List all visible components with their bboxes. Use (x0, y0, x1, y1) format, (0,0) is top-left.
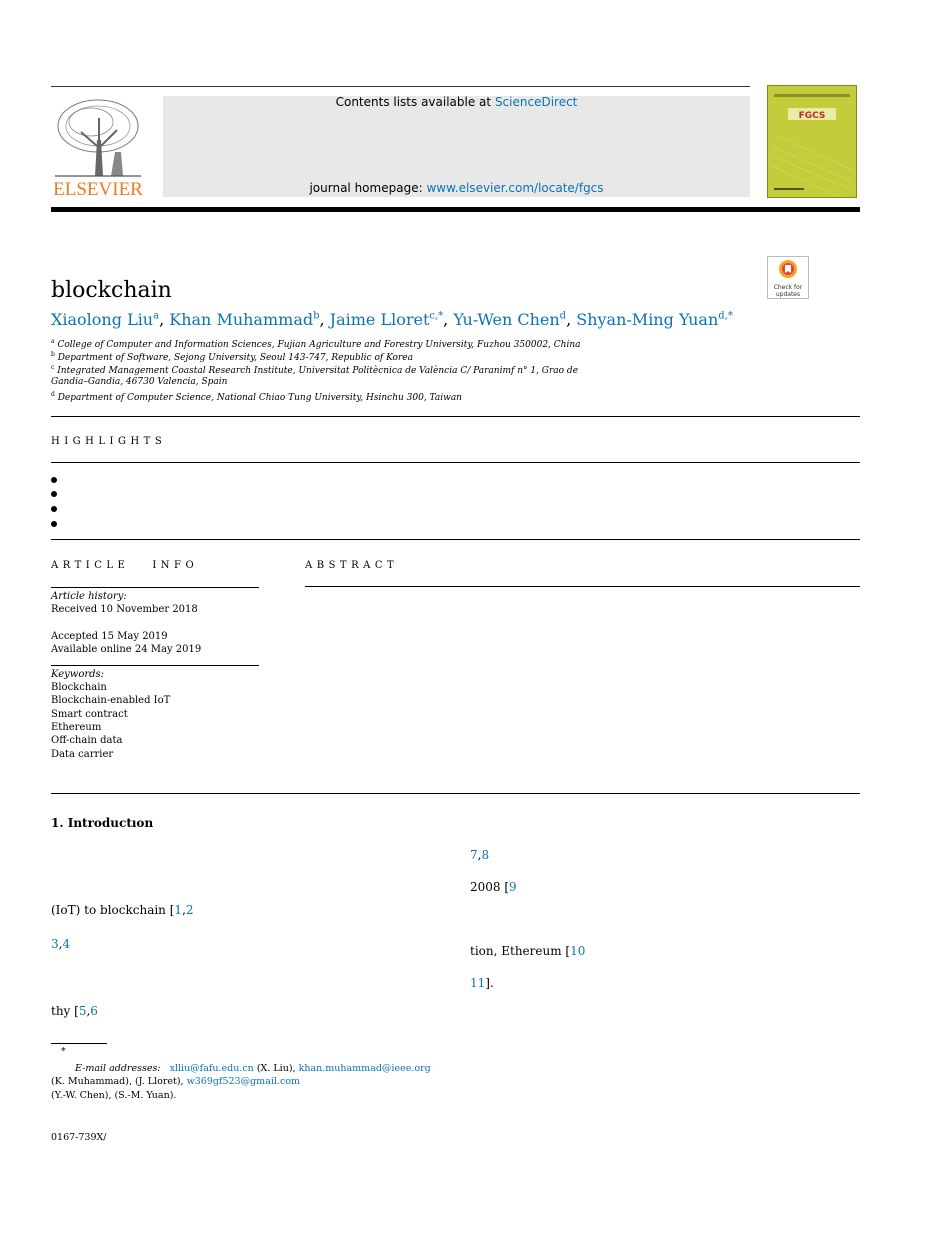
article-title: blockchain (51, 278, 172, 303)
email-link[interactable]: khan.muhammad@ieee.org (298, 1063, 431, 1074)
text-fragment: 2008 [ (470, 880, 510, 894)
intro-text-line: 3,4 (51, 937, 71, 951)
accepted-date: Accepted 15 May 2019 (51, 631, 168, 642)
divider (305, 586, 860, 587)
email-link[interactable]: w369gf523@gmail.com (186, 1076, 301, 1087)
email-link[interactable]: xlliu@fafu.edu.cn (169, 1063, 254, 1074)
affiliation (51, 377, 227, 387)
affiliation-mark: c (51, 364, 55, 371)
cover-art (768, 86, 856, 197)
footnote-line: (Y.-W. Chen), (S.-M. Yuan). (51, 1090, 177, 1101)
received-date: Received 10 November 2018 (51, 604, 198, 615)
divider (51, 793, 860, 794)
author-affiliation-mark[interactable]: d,* (718, 310, 733, 322)
affiliation (51, 338, 581, 350)
divider (51, 665, 259, 666)
intro-text-line: (IoT) to blockchain [1,2 (51, 903, 194, 917)
affiliation-text: Gandia–Gandia, 46730 Valencia, Spain (51, 377, 228, 387)
introduction-heading: 1. Introductıon (51, 816, 154, 830)
affiliation-text: Department of Computer Science, National Chiao Tung University, Hsinchu 300, Taiwan (57, 393, 462, 403)
publisher-wordmark: ELSEVIER (53, 179, 143, 200)
affiliation-text: College of Computer and Information Sciences, Fujian Agriculture and Forestry University, Fuzhou 350002, China (57, 340, 581, 350)
keyword: Smart contract (51, 709, 128, 720)
keyword: Data carrier (51, 749, 114, 760)
citation-link[interactable]: 2 (185, 903, 194, 917)
footnote-line (51, 1076, 300, 1087)
author-affiliation-mark[interactable]: d (559, 310, 567, 322)
keyword: Ethereum (51, 722, 102, 733)
affiliation-text: Department of Software, Sejong University, Seoul 143-747, Republic of Korea (57, 353, 413, 363)
intro-text-line (470, 976, 494, 990)
author-affiliation-mark[interactable]: a (153, 310, 160, 322)
affiliation (51, 364, 578, 376)
homepage-line (163, 181, 750, 195)
citation-link[interactable]: 8 (481, 848, 490, 862)
text-fragment: (X. Liu), (256, 1063, 296, 1074)
contents-prefix: Contents lists available at (335, 95, 495, 109)
check-for-updates-icon (768, 257, 808, 283)
text-fragment: (IoT) to blockchain [ (51, 903, 175, 917)
citation-link[interactable]: 10 (570, 944, 586, 958)
journal-cover[interactable] (767, 85, 857, 198)
affiliation (51, 391, 462, 403)
divider (51, 416, 860, 417)
author-name[interactable]: Khan Muhammad (169, 310, 314, 329)
divider (51, 462, 860, 463)
journal-homepage-link[interactable]: www.elsevier.com/locate/fgcs (426, 181, 604, 195)
text-fragment: tion, Ethereum [ (470, 944, 571, 958)
homepage-prefix: journal homepage: (309, 181, 427, 195)
cover-title: FGCS (798, 111, 826, 121)
keyword: Off-chain data (51, 735, 123, 746)
check-for-updates-label: Check for updates (773, 284, 803, 298)
divider (51, 587, 259, 588)
affiliation-mark: d (51, 391, 55, 398)
affiliation-text: Integrated Management Coastal Research Institute, Universitat Politècnica de València C/ Paranimf n° 1, Grao de (57, 366, 579, 376)
citation-link[interactable]: 9 (509, 880, 517, 894)
citation-link[interactable]: 4 (62, 937, 71, 951)
highlight-bullet (51, 491, 57, 497)
intro-text-line: 7,8 (470, 848, 490, 862)
issn-line: 0167-739X/ (51, 1132, 107, 1143)
author-name[interactable]: Jaime Lloret (329, 310, 430, 329)
citation-link[interactable]: 3 (51, 937, 59, 951)
article-history-label: Article history: (51, 591, 127, 602)
author-list: Xiaolong Liu$^a$, Khan Muhammad$^b$, Jaime Lloret$^{c,*}$, Yu-Wen Chen$^d$, Shyan-Ming Yuan$^{d,*}$ (51, 310, 733, 329)
author-name[interactable]: Shyan-Ming Yuan (576, 310, 719, 329)
keywords-label: Keywords: (51, 669, 105, 680)
online-date: Available online 24 May 2019 (51, 644, 202, 655)
abstract-heading: ABSTRACT (305, 560, 399, 571)
citation-link[interactable]: 7 (470, 848, 478, 862)
header-top-rule (51, 86, 750, 87)
footnote-line (75, 1063, 431, 1074)
highlights-heading: HIGHLIGHTS (51, 436, 167, 447)
article-info-heading: ARTICLE INFO (51, 560, 199, 571)
citation-link[interactable]: 11 (470, 976, 486, 990)
sciencedirect-link[interactable]: ScienceDirect (494, 95, 578, 109)
intro-text-line (470, 944, 585, 958)
citation-link[interactable]: 6 (90, 1004, 98, 1018)
keyword: Blockchain-enabled IoT (51, 695, 171, 706)
author-name[interactable]: Xiaolong Liu (51, 310, 154, 329)
author-affiliation-mark[interactable]: b (313, 310, 320, 322)
author-name[interactable]: Yu-Wen Chen (453, 310, 560, 329)
citation-link[interactable]: 1 (174, 903, 183, 917)
affiliation (51, 351, 413, 363)
highlight-bullet (51, 477, 57, 483)
intro-text-line: thy [5,6 (51, 1004, 98, 1018)
affiliation-mark: b (51, 351, 55, 358)
email-label: E-mail addresses: (75, 1063, 161, 1074)
contents-line (163, 95, 750, 109)
header-thick-rule (51, 207, 860, 212)
author-affiliation-mark[interactable]: c,* (429, 310, 444, 322)
keyword: Blockchain (51, 682, 107, 693)
text-fragment: ]. (485, 976, 494, 990)
highlight-bullet (51, 506, 57, 512)
affiliation-mark: a (51, 338, 55, 345)
text-fragment: (K. Muhammad), (J. Lloret), (51, 1076, 184, 1087)
citation-link[interactable]: 5 (78, 1004, 87, 1018)
intro-text-line (470, 880, 517, 894)
footnote-star: * (61, 1046, 66, 1057)
highlight-bullet (51, 521, 57, 527)
text-fragment: thy [ (51, 1004, 79, 1018)
divider (51, 539, 860, 540)
footnote-rule (51, 1043, 107, 1044)
